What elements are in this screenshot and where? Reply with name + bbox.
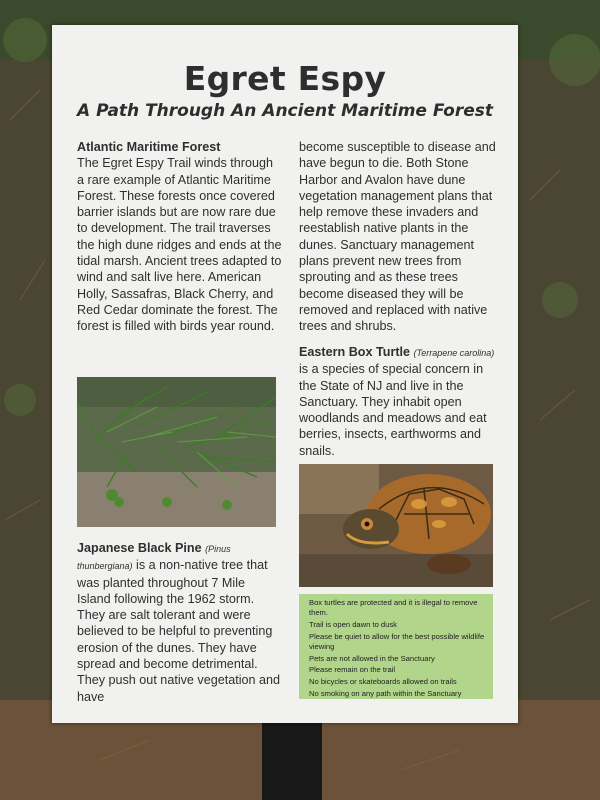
turtle-scientific-name: (Terrapene carolina) — [413, 348, 495, 358]
interpretive-sign — [52, 25, 518, 723]
sign-subtitle: A Path Through An Ancient Maritime Forest — [77, 101, 493, 121]
rule-item: Box turtles are protected and it is illegal to remove them. — [309, 598, 478, 617]
atlantic-forest-text: The Egret Espy Trail winds through a rare example of Atlantic Maritime Forest. These forests once covered barrier islands but are now rare due to development. The trail traverses the high dune ridges and ends at the tidal marsh. Ancient trees adapted to wind and salt live here. American Holly, Sassafras, Black Cherry, and Red Cedar dominate the forest. The forest is filled with birds year round. — [77, 156, 282, 334]
box-turtle-section — [299, 344, 499, 459]
atlantic-forest-heading: Atlantic Maritime Forest — [77, 140, 221, 154]
sign-post — [262, 718, 322, 800]
dune-management-text-block — [299, 139, 499, 335]
japanese-black-pine-section — [77, 540, 282, 705]
turtle-text: is a species of special concern in the State of NJ and live in the Sanctuary. They inhabit open woodlands and meadows and eat berries, insects, earthworms and snails. — [299, 362, 487, 458]
rule-item: No bicycles or skateboards allowed on trails — [309, 677, 457, 687]
turtle-heading: Eastern Box Turtle — [299, 345, 411, 359]
atlantic-forest-section — [77, 139, 282, 335]
pine-heading: Japanese Black Pine — [77, 541, 202, 555]
rule-item: Please be quiet to allow for the best possible wildlife viewing — [309, 631, 485, 651]
sign-title: Egret Espy — [183, 59, 387, 98]
rule-item: No smoking on any path within the Sanctuary — [309, 689, 462, 699]
rule-item: Please remain on the trail — [309, 665, 396, 675]
pine-photo — [77, 377, 276, 527]
trail-rules-box — [299, 594, 493, 699]
rule-item: Trail is open dawn to dusk — [309, 619, 397, 629]
pine-text: is a non-native tree that was planted throughout 7 Mile Island following the 1962 storm. They are salt tolerant and were believed to be helpful to preventing erosion of the dunes. They have spread and become detrimental. They push out native vegetation and have — [77, 558, 281, 704]
pine-scientific-name: (Pinus thunbergiana) — [77, 544, 231, 572]
rule-item: Pets are not allowed in the Sanctuary — [309, 653, 435, 663]
box-turtle-photo — [299, 464, 493, 587]
dune-management-text: become susceptible to disease and have begun to die. Both Stone Harbor and Avalon have dune vegetation management plans that help remove these invaders and reestablish native plants in the dunes. Sanctuary management plans prevent new trees from sprouting and as these trees become diseased they will be removed and replaced with native trees and shrubs. — [299, 140, 496, 334]
